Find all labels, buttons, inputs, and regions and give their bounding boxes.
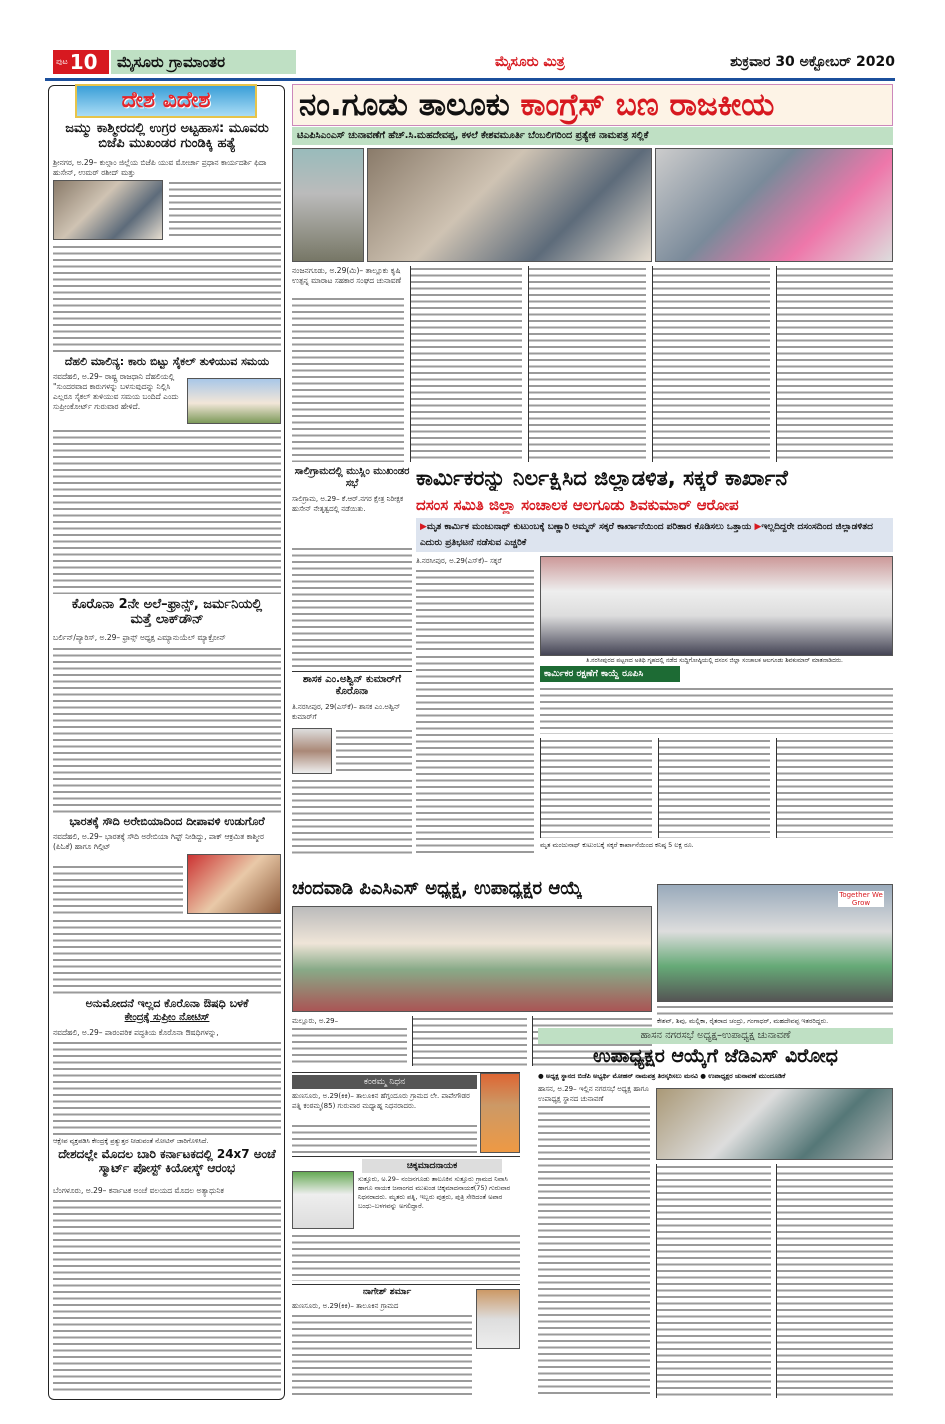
text-block	[292, 778, 412, 854]
text-block	[776, 1164, 893, 1398]
text-block	[656, 1164, 771, 1398]
top-subhead: ಟಿಎಪಿಸಿಎಂಎಸ್ ಚುನಾವಣೆಗೆ ಹೆಚ್.ಸಿ.ಮಹದೇವಪ್ಪ, ಕಳಲೆ ಕೇಶವಮೂರ್ತಿ ಬೆಂಬಲಿಗರಿಂದ ಪ್ರತ್ಯೇಕ ನಾಮಪತ್ರ ಸಲ್ಲಿಕೆ	[292, 127, 893, 145]
story-lead: ತಿ.ನರಸೀಪುರ, 29(ಎಸ್‌ಕೆ)– ಶಾಸಕ ಎಂ.ಅಶ್ವಿನ್ ಕುಮಾರ್‌ಗೆ	[292, 703, 401, 721]
story-tail: ಆಕ್ಷೇಪ ವ್ಯಕ್ತಪಡಿಸಿ ಕೇಂದ್ರಕ್ಕೆ ಪ್ರತ್ಯುತ್ತರ ನೀಡುವಂತೆ ನೋಟಿಸ್ ಜಾರಿಗೊಳಿಸಿದೆ.	[53, 1137, 209, 1145]
text-block	[540, 686, 893, 734]
story-headline: ಅನುಮೋದನೆ ಇಲ್ಲದ ಕೊರೊನಾ ಔಷಧಿ ಬಳಕೆ	[85, 997, 249, 1010]
box-title: ಕಾರ್ಮಿಕರ ರಕ್ಷಣೆಗೆ ಕಾಯ್ದೆ ರೂಪಿಸಿ	[540, 666, 680, 682]
story-lead: ಬರ್ಲಿನ್/ಪ್ಯಾರಿಸ್, ಅ.29– ಫ್ರಾನ್ಸ್ ಅಧ್ಯಕ್ಷ ಎಮ್ಯಾನುಯೆಲ್ ಮ್ಯಾಕ್ರೋನ್	[53, 633, 226, 642]
side-caption: ಕೇಶವ್, ಶಿವು, ಮಲ್ಲಿಕಾ, ರೈತರಾದ ಚಂದ್ರು, ಗಂಗಾಧರ್, ಮಹದೇವಪ್ಪ ಇತರರಿದ್ದರು.	[657, 1017, 829, 1025]
nagesh-sharma-photo	[476, 1289, 520, 1349]
page-label: ಪುಟ	[56, 57, 68, 66]
text-block	[53, 1198, 281, 1394]
chandavadi-photo	[292, 906, 652, 1012]
obituary-kanthamma	[292, 1072, 520, 1154]
council-meeting-photo	[656, 1088, 893, 1160]
text-block	[416, 654, 534, 854]
hassan-story	[524, 1028, 893, 1400]
kashmir-photo	[53, 180, 163, 240]
text-block	[540, 738, 652, 838]
text-block	[658, 738, 770, 838]
page-number-box	[53, 50, 109, 74]
masthead: ಮೈಸೂರು ಮಿತ್ರ	[495, 54, 565, 70]
text-block	[53, 244, 281, 352]
desha-videsha-banner: ದೇಶ ವಿದೇಶ	[75, 84, 257, 118]
text-block	[292, 1233, 520, 1281]
story-headline: ಭಾರತಕ್ಕೆ ಸೌದಿ ಅರೇಬಿಯಾದಿಂದ ದೀಪಾವಳಿ ಉಡುಗೊರೆ	[69, 815, 265, 828]
headline-red: ಕಾಂಗ್ರೆಸ್ ಬಣ ರಾಜಕೀಯ	[520, 87, 775, 123]
arrow-icon: ▶	[754, 522, 762, 532]
mid-column	[292, 466, 412, 856]
story-headline: ಜಮ್ಮು ಕಾಶ್ಮೀರದಲ್ಲಿ ಉಗ್ರರ ಅಟ್ಟಹಾಸ: ಮೂವರು ಬಿಜೆಪಿ ಮುಖಂಡರ ಗುಂಡಿಕ್ಕಿ ಹತ್ಯೆ	[65, 121, 269, 151]
text-block	[53, 646, 281, 816]
story-lead: ತಿ.ನರಸೀಪುರ, ಅ.29(ಎಸ್‌ಕೆ)– ಸಕ್ಕರೆ	[416, 557, 502, 565]
press-meet-photo	[540, 556, 893, 656]
text-block	[657, 1004, 893, 1016]
obit-text: ಹುಣಸೂರು, ಅ.29(ಕಿಕಿ)– ತಾಲೂಕಿನ ಹೆಗ್ಗಂದೂರು ಗ್ರಾಮದ ಲೇ. ಪಾಪೇಗೌಡರ ಪತ್ನಿ ಕಂಠಮ್ಮ(85) ಗುರುವಾರ ಮಧ್ಯಾಹ್ನ ನಿಧನರಾದರು.	[292, 1092, 470, 1110]
obituary-chikkamadanayaka	[292, 1156, 520, 1282]
story-headline: ದೆಹಲಿ ಮಾಲಿನ್ಯ: ಕಾರು ಬಿಟ್ಟು ಸೈಕಲ್ ತುಳಿಯುವ ಸಮಯ	[64, 355, 270, 368]
story-lead: ಹಾಸನ, ಅ.29– ಇಲ್ಲಿನ ನಗರಸಭೆ ಅಧ್ಯಕ್ಷ ಹಾಗೂ ಉಪಾಧ್ಯಕ್ಷ ಸ್ಥಾನದ ಚುನಾವಣೆ	[538, 1085, 649, 1103]
bullet-1: ಮೃತ ಕಾರ್ಮಿಕ ಮಂಜುನಾಥ್ ಕುಟುಂಬಕ್ಕೆ ಬಣ್ಣಾರಿ ಅಮ್ಮನ್ ಸಕ್ಕರೆ ಕಾರ್ಖಾನೆಯಿಂದ ಪರಿಹಾರ ಕೊಡಿಸಲು ಒತ್ತಾಯ	[426, 522, 752, 532]
page-header	[45, 48, 895, 76]
text-block	[776, 738, 893, 838]
text-block	[53, 428, 281, 594]
modi-saudi-photo	[187, 854, 281, 914]
text-block	[53, 1040, 281, 1135]
left-column	[48, 85, 285, 1400]
story-headline: ಕೊರೊನಾ 2ನೇ ಅಲೆ–ಫ್ರಾನ್ಸ್, ಜರ್ಮನಿಯಲ್ಲಿ ಮತ್ತೆ ಲಾಕ್‌ಡೌನ್	[71, 597, 263, 627]
story-lead: ಮಲ್ಲೂರು, ಅ.29–	[292, 1017, 339, 1025]
second-subhead: ದಸಂಸ ಸಮಿತಿ ಜಿಲ್ಲಾ ಸಂಚಾಲಕ ಆಲಗೂಡು ಶಿವಕುಮಾರ್ ಆರೋಪ	[416, 496, 739, 514]
story-lead: ಶ್ರೀನಗರ, ಅ.29– ಕುಲ್ಗಾಂ ಜಿಲ್ಲೆಯ ಬಿಜೆಪಿ ಯುವ ಮೋರ್ಚಾ ಪ್ರಧಾನ ಕಾರ್ಯದರ್ಶಿ ಫಿದಾ ಹುಸೇನ್, ಉಮರ್ ರಶೀದ್ ಮತ್ತು	[53, 158, 267, 177]
headline-black: ನಂ.ಗೂಡು ತಾಲೂಕು	[299, 87, 510, 123]
photo-caption: ತಿ.ನರಸೀಪುರದ ಪಟ್ಟಣದ ಅತಿಥಿ ಗೃಹದಲ್ಲಿ ನಡೆದ ಸುದ್ದಿಗೋಷ್ಠಿಯಲ್ಲಿ ದಸಂಸ ಜಿಲ್ಲಾ ಸಂಚಾಲಕ ಆಲಗೂಡು ಶಿವಕುಮಾರ್ ಮಾತನಾಡಿದರು.	[586, 657, 843, 664]
text-block	[53, 864, 183, 914]
obit-title: ನಾಗೇಶ್ ಶರ್ಮಾ	[362, 1287, 412, 1297]
arrow-icon: ▶	[420, 522, 427, 532]
story-lead: ಸಾಲಿಗ್ರಾಮ, ಅ.29– ಕೆ.ಆರ್.ನಗರ ಕ್ಷೇತ್ರ ನಿರೀಕ್ಷಕ ಹುಸೇನ್ ನೇತೃತ್ವದಲ್ಲಿ ನಡೆಯಿತು.	[292, 495, 404, 513]
story-lead: ನವದೆಹಲಿ, ಅ.29– ಪಾರಂಪರಿಕ ಪದ್ಧತಿಯ ಕೊರೊನಾ ಔಷಧಿಗಳನ್ನು,	[53, 1028, 219, 1037]
story-tail: ಮೃತ ಮಂಜುನಾಥ್ ಕುಟುಂಬಕ್ಕೆ ಸಕ್ಕರೆ ಕಾರ್ಖಾನೆಯಿಂದ ಕನಿಷ್ಠ 5 ಲಕ್ಷ ರೂ.	[540, 841, 694, 849]
text-block	[292, 546, 412, 668]
story-lead: ಬೆಂಗಳೂರು, ಅ.29– ಕರ್ನಾಟಕ ಅಂಚೆ ವಲಯದ ಮೊದಲ ಅತ್ಯಾಧುನಿಕ	[53, 1186, 224, 1195]
text-block	[776, 266, 893, 462]
text-block	[292, 296, 404, 462]
top-lead: ನಂಜನಗೂಡು, ಅ.29(ಮಿ)– ತಾಲ್ಲೂಕು ಕೃಷಿ ಉತ್ಪನ್ನ ಮಾರಾಟ ಸಹಕಾರ ಸಂಘದ ಚುನಾವಣೆ	[292, 266, 402, 285]
nomination-photo-3	[655, 148, 893, 262]
highlight-box	[416, 518, 893, 552]
hassan-kicker: ಹಾಸನ ನಗರಸಭೆ ಅಧ್ಯಕ್ಷ–ಉಪಾಧ್ಯಕ್ಷ ಚುನಾವಣೆ	[538, 1028, 893, 1044]
chikkamadanayaka-photo	[292, 1171, 354, 1229]
supreme-court-photo	[187, 378, 281, 424]
story-lead: ನವದೆಹಲಿ, ಅ.29– ರಾಷ್ಟ್ರ ರಾಜಧಾನಿ ದೆಹಲಿಯಲ್ಲಿ "ಸುಂದರವಾದ ಕಾರುಗಳನ್ನು ಬಳಸುವುದನ್ನು ನಿಲ್ಲಿಸಿ ಎಲ್ಲರೂ ಸೈಕಲ್ ತುಳಿಯುವ ಸಮಯ ಬಂದಿದೆ ಎಂದು ಸುಪ್ರೀಂಕೋರ್ಟ್ ಗುರುವಾರ ಹೇಳಿದೆ.	[53, 372, 179, 411]
text-block	[410, 266, 522, 462]
text-block	[416, 568, 534, 650]
text-block	[292, 1026, 407, 1066]
hassan-headline: ಉಪಾಧ್ಯಕ್ಷರ ಆಯ್ಕೆಗೆ ಜೆಡಿಎಸ್ ವಿರೋಧ	[593, 1045, 838, 1067]
text-block	[652, 266, 770, 462]
text-block	[528, 266, 646, 462]
story-headline: ಸಾಲಿಗ್ರಾಮದಲ್ಲಿ ಮುಸ್ಲಿಂ ಮುಖಂಡರ ಸಭೆ	[294, 466, 410, 489]
bullet-2: ಇಲ್ಲದಿದ್ದರೇ ದಸಂಸದಿಂದ ಜಿಲ್ಲಾಡಳಿತದ ಎದುರು ಪ್ರತಿಭಟನೆ ನಡೆಸುವ ಎಚ್ಚರಿಕೆ	[420, 522, 873, 548]
text-block	[412, 1016, 527, 1066]
section-title: ಮೈಸೂರು ಗ್ರಾಮಾಂತರ	[111, 50, 296, 74]
obit-text: ಸುತ್ತೂರು, ಅ.29– ನಂಜನಗೂಡು ತಾಲೂಕಿನ ಸುತ್ತೂರು ಗ್ರಾಮದ ನಿವಾಸಿ ಹಾಗೂ ನಾಯಕ ಜನಾಂಗದ ಮುಖಂಡ ಚಿಕ್ಕಮಾದನಾಯಕ(75) ಗುರುವಾರ ನಿಧನರಾದರು. ಮೃತರು ಪತ್ನಿ, ಇಬ್ಬರು ಪುತ್ರರು, ಪುತ್ರಿ ಸೇರಿದಂತೆ ಅಪಾರ ಬಂಧು–ಬಳಗವನ್ನು ಅಗಲಿದ್ದಾರೆ.	[358, 1175, 511, 1210]
obit-title: ಕಂಠಮ್ಮ ನಿಧನ	[292, 1075, 477, 1089]
text-block	[53, 918, 281, 998]
chandavadi-headline: ಚಂದವಾಡಿ ಪಿಎಸಿಎಸ್ ಅಧ್ಯಕ್ಷ, ಉಪಾಧ್ಯಕ್ಷರ ಆಯ್ಕೆ	[292, 878, 582, 899]
story-headline: ಶಾಸಕ ಎಂ.ಅಶ್ವಿನ್ ಕುಮಾರ್‌ಗೆ ಕೊರೊನಾ	[292, 671, 412, 697]
story-headline: ದೇಶದಲ್ಲೇ ಮೊದಲ ಬಾರಿ ಕರ್ನಾಟಕದಲ್ಲಿ 24x7 ಅಂಚೆ ಸ್ಮಾರ್ಟ್ ಪೋಸ್ಟ್ ಕಿಯೋಸ್ಕ್ ಆರಂಭ	[58, 1147, 276, 1175]
second-story	[416, 466, 893, 858]
nomination-photo-2	[367, 148, 652, 262]
obit-text: ಹುಣಸೂರು, ಅ.29(ಕಿಕಿ)– ತಾಲೂಕಿನ ಗ್ರಾಮದ	[292, 1302, 399, 1310]
text-block	[169, 180, 281, 240]
banner-text: Together We Grow	[839, 891, 883, 907]
text-block	[538, 1104, 650, 1398]
text-block	[336, 728, 412, 774]
date: ಶುಕ್ರವಾರ 30 ಅಕ್ಟೋಬರ್ 2020	[730, 54, 895, 70]
top-headline	[292, 84, 893, 126]
page-number: 10	[69, 50, 98, 74]
ashwin-kumar-photo	[292, 728, 332, 774]
story-subhead: ಕೇಂದ್ರಕ್ಕೆ ಸುಪ್ರೀಂ ನೋಟಿಸ್	[124, 1012, 210, 1023]
second-headline: ಕಾರ್ಮಿಕರನ್ನು ನಿರ್ಲಕ್ಷಿಸಿದ ಜಿಲ್ಲಾಡಳಿತ, ಸಕ್ಕರೆ ಕಾರ್ಖಾನೆ	[416, 466, 788, 490]
header-rule	[45, 78, 895, 81]
obit-title: ಚಿಕ್ಕಮಾದನಾಯಕ	[362, 1159, 502, 1173]
top-story	[292, 84, 893, 464]
hassan-bullets: ● ಅಧ್ಯಕ್ಷ ಸ್ಥಾನದ ಬಿಜೆಪಿ ಅಭ್ಯರ್ಥಿ ಮೋಹನ್ ನಾಮಪತ್ರ ತಿರಸ್ಕರಿಸಲು ಮನವಿ ● ಉಪಾಧ್ಯಕ್ಷರ ಚುನಾವಣೆ ಮುಂದೂಡಿಕೆ	[538, 1072, 786, 1080]
story-lead: ನವದೆಹಲಿ, ಅ.29– ಭಾರತಕ್ಕೆ ಸೌದಿ ಅರೇಬಿಯಾ ಗಿಫ್ಟ್ ನೀಡಿದ್ದು, ಪಾಕ್ ಆಕ್ರಮಿತ ಕಾಶ್ಮೀರ (ಪಿಓಕೆ) ಹಾಗೂ ಗಿಲ್ಗಿಟ್	[53, 832, 264, 851]
group-photo	[657, 884, 893, 1002]
kanthamma-photo	[480, 1073, 520, 1153]
obituary-nagesh-sharma	[292, 1284, 520, 1400]
text-block	[292, 1313, 472, 1399]
nomination-photo-1	[292, 148, 364, 262]
text-block	[292, 1123, 477, 1153]
